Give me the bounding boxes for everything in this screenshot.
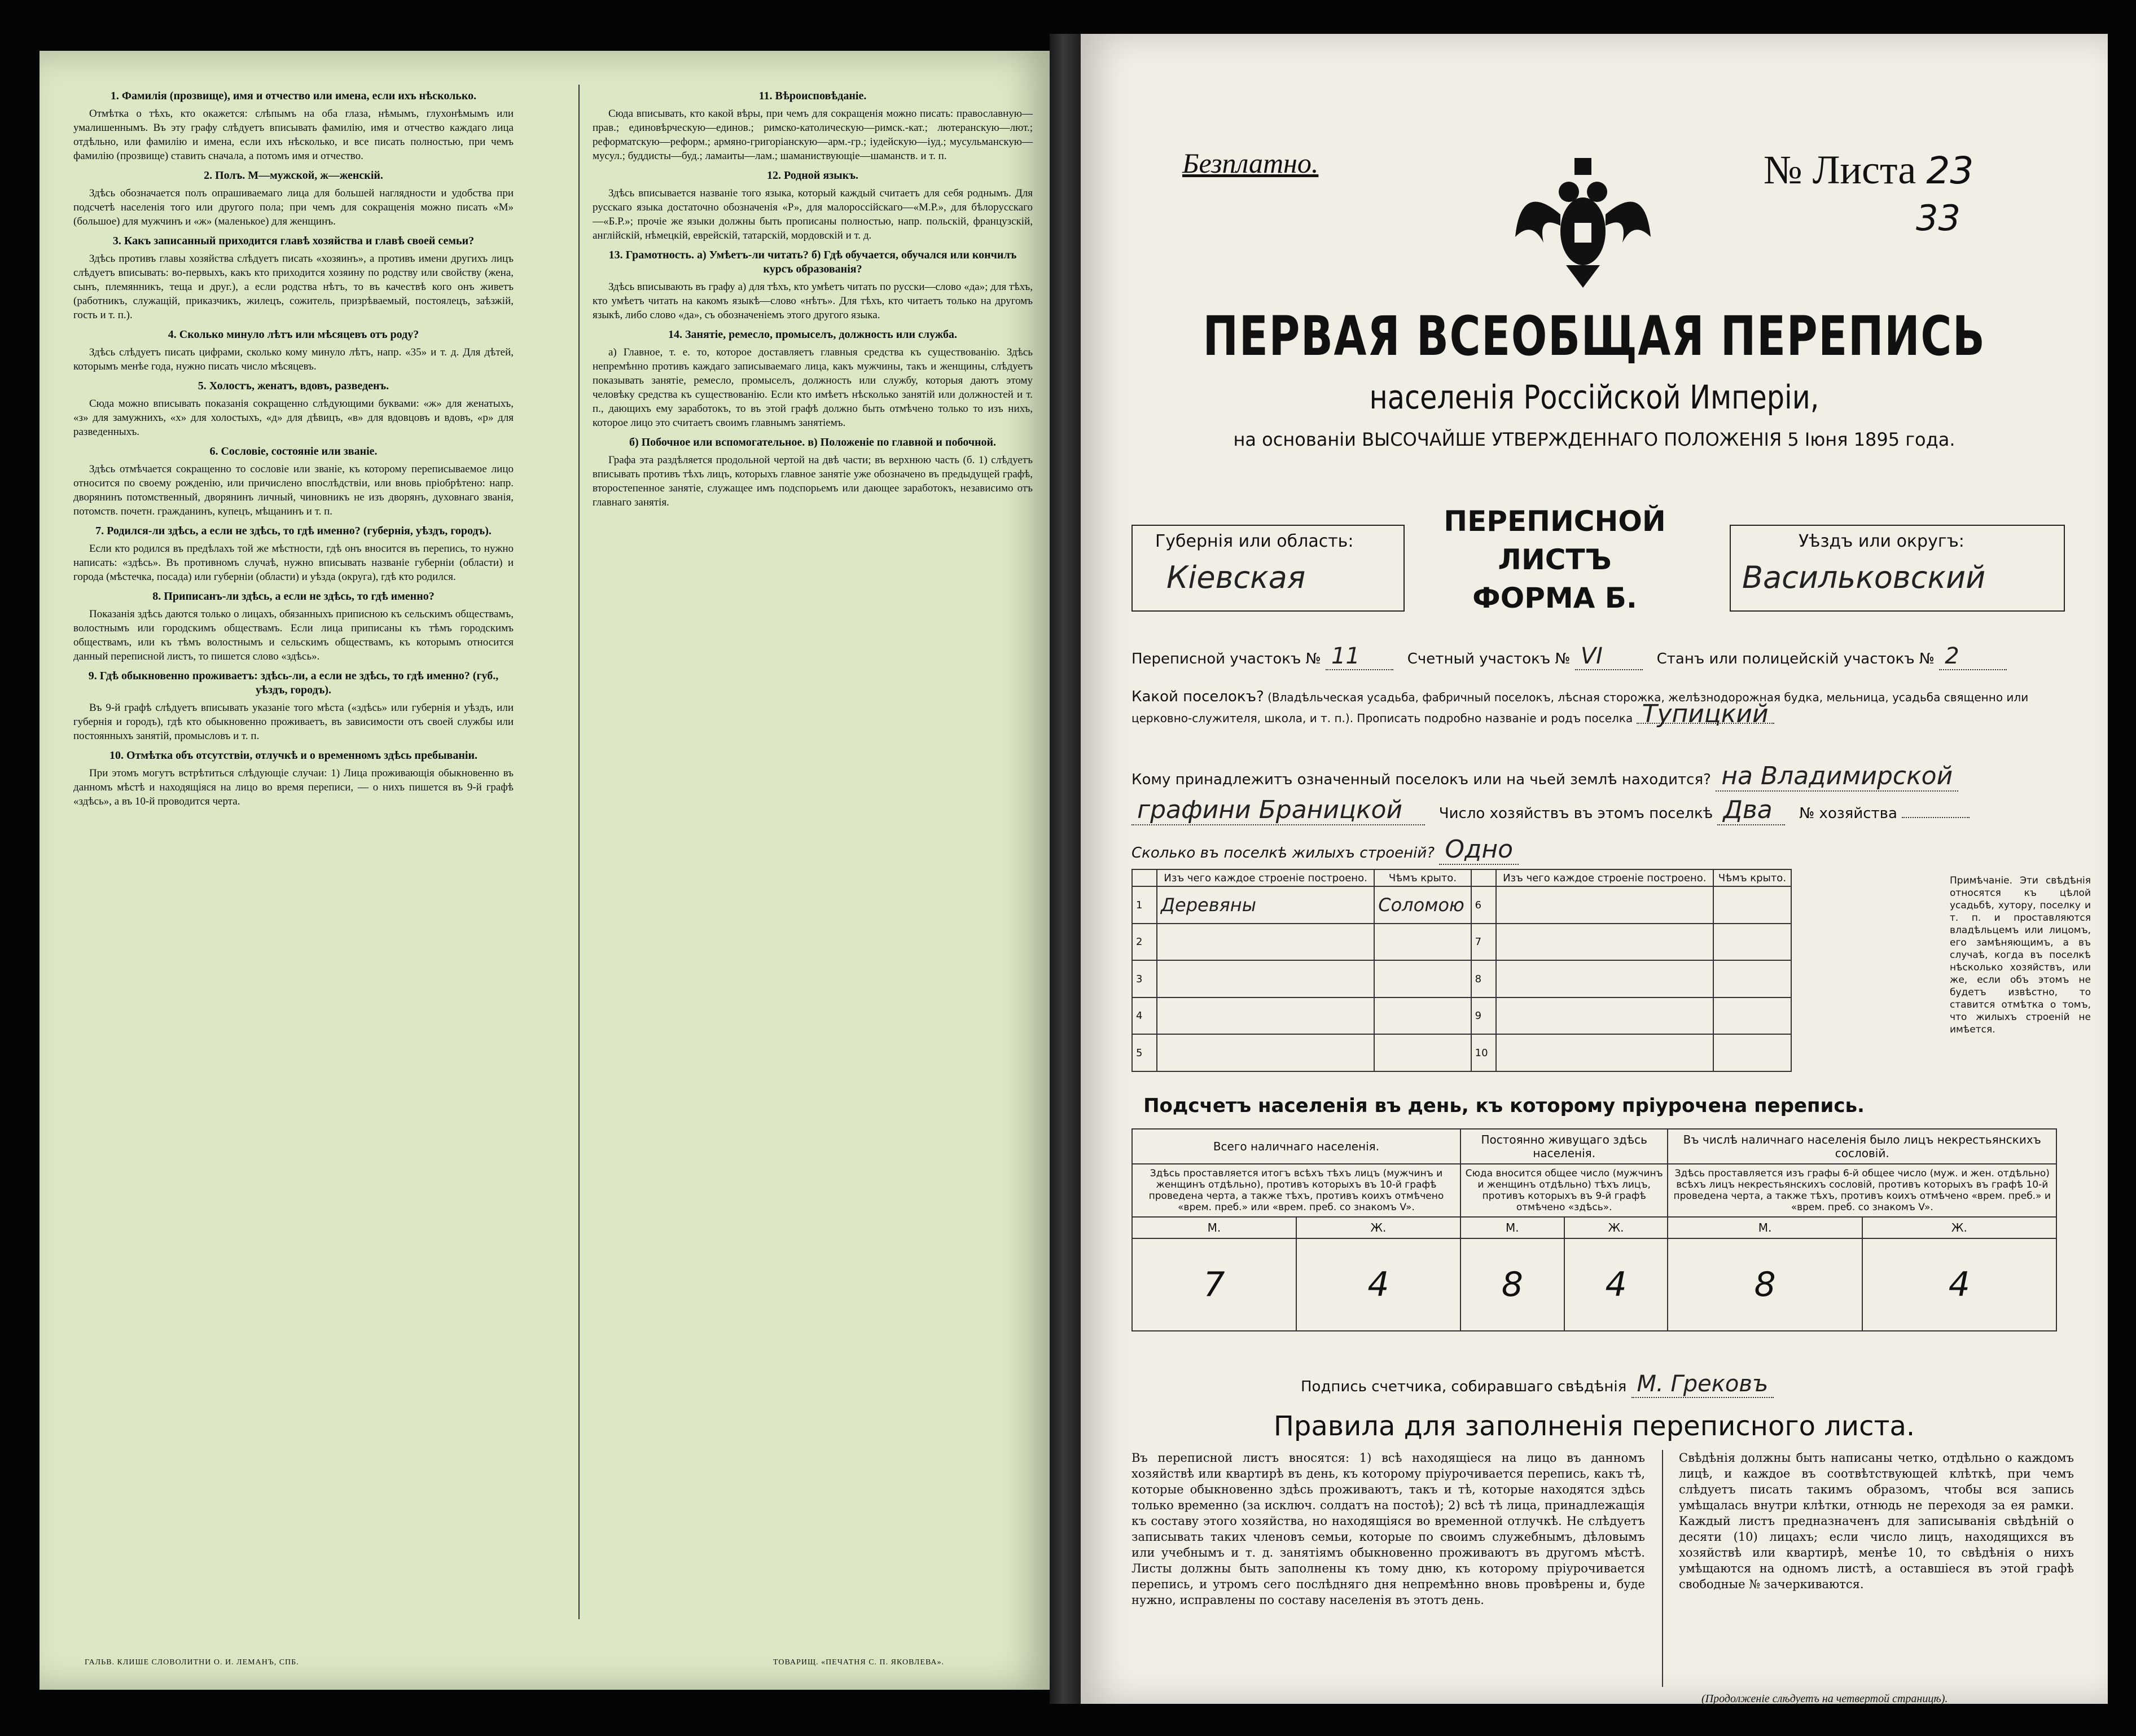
bld-what xyxy=(1157,960,1374,997)
owner-value-1: на Владимирской xyxy=(1716,762,1958,792)
hoz-label: Число хозяйствъ въ этомъ поселкѣ xyxy=(1438,805,1713,822)
pop-resident-m: 8 xyxy=(1460,1238,1564,1331)
bld-what xyxy=(1157,924,1374,961)
buildings-row xyxy=(1132,1034,1791,1071)
bld-roof: Соломою xyxy=(1374,886,1471,924)
poselok-row xyxy=(1131,688,2063,727)
section-heading: б) Побочное или вспомогательное. в) Положеніе по главной и побочной. xyxy=(629,436,997,449)
owner-label: Кому принадлежитъ означенный поселокъ или на чьей землѣ находится? xyxy=(1131,771,1711,788)
uchastok-value: 11 xyxy=(1326,643,1393,670)
sex-f-2: Ж. xyxy=(1564,1217,1668,1238)
pop-desc-nonpeasant: Здѣсь проставляется изъ графы 6-й общее число (муж. и жен. отдѣльно) всѣхъ лицъ некрестьянскихъ сословій, противъ которыхъ въ графѣ 10-й проведена черта, а также тѣхъ, противъ коихъ отмѣчено «врем. преб.» и «врем. преб. со знакомъ V». xyxy=(1668,1164,2056,1217)
bld-num: 2 xyxy=(1132,924,1157,961)
bld-num: 1 xyxy=(1132,886,1157,924)
stan-label: Станъ или полицейскій участокъ № xyxy=(1656,651,1935,667)
uchastok-row xyxy=(1131,643,2007,670)
bld-what: Деревяны xyxy=(1157,886,1374,924)
poselok-hint: (Владѣльческая усадьба, фабричный поселокъ, лѣсная сторожка, желѣзнодорожная будка, мельница, усадьба священно или церковно-служителя, школа, и т. п.). Прописать подробно названіе и родъ поселка xyxy=(1131,691,2029,725)
pop-head-resident: Постоянно живущаго здѣсь населенія. xyxy=(1460,1129,1668,1164)
population-count-heading: Подсчетъ населенія въ день, къ которому пріурочена перепись. xyxy=(1143,1095,1865,1117)
bld-what xyxy=(1496,1034,1713,1071)
bld-num: 5 xyxy=(1132,1034,1157,1071)
buildings-row xyxy=(1132,924,1791,961)
bld-num: 10 xyxy=(1471,1034,1496,1071)
buildings-label: Сколько въ поселкѣ жилыхъ строеній? xyxy=(1131,845,1435,862)
stan-value: 2 xyxy=(1939,643,2007,670)
rules-title: Правила для заполненія переписного листа. xyxy=(1273,1410,1915,1442)
section-heading: 12. Родной языкъ. xyxy=(767,169,858,182)
buildings-table-head xyxy=(1132,869,1791,886)
section-text: Если кто родился въ предѣлахъ той же мѣстности, гдѣ онъ вносится въ перепись, то нужно написать: «здѣсь». Въ противномъ случаѣ, нужно вписывать названіе губерніи (области) и города (мѣстечка, посада) или губерніи (области) и уѣзда (округа), гдѣ кто родился. xyxy=(73,543,514,583)
left-page-instructions xyxy=(40,51,1050,1690)
sex-f-3: Ж. xyxy=(1862,1217,2056,1238)
bld-roof xyxy=(1374,960,1471,997)
section-heading: 1. Фамилія (прозвище), имя и отчество или имена, если ихъ нѣсколько. xyxy=(110,90,477,102)
instructions-column-left xyxy=(73,85,514,814)
section-text: а) Главное, т. е. то, которое доставляетъ главныя средства къ существованію. Здѣсь непремѣнно противъ каждаго записываемаго лица, какъ мужчины, такъ и женщины, слѣдуетъ показывать занятіе, ремесло, промыселъ, должность или службу, которыя даютъ этому человѣку средства къ существованію. Если кто имѣетъ нѣсколько занятій или должностей и т. п., дающихъ ему заработокъ, то въ этой графѣ должно быть отмѣчено только то изъ нихъ, которое лицо это считаетъ своимъ главнымъ занятіемъ. xyxy=(593,346,1033,429)
continued-note: (Продолженіе слѣдуетъ на четвертой страницѣ). xyxy=(1701,1693,1948,1705)
pop-nonpeasant-f: 4 xyxy=(1862,1238,2056,1331)
sheet-number xyxy=(1764,147,1973,194)
owner-row-2 xyxy=(1131,796,1970,825)
form-title-line1: ПЕРЕПИСНОЙ ЛИСТЪ xyxy=(1444,505,1666,576)
pop-total-m: 7 xyxy=(1132,1238,1296,1331)
instructions-column-right xyxy=(593,85,1033,515)
poselok-value: Тупицкий xyxy=(1637,706,1774,724)
pop-total-f: 4 xyxy=(1296,1238,1460,1331)
buildings-table xyxy=(1131,869,1792,1072)
buildings-row xyxy=(1131,835,1519,865)
bld-what xyxy=(1496,924,1713,961)
pop-desc-resident: Сюда вносится общее число (мужчинъ и женщинъ отдѣльно) тѣхъ лицъ, противъ которыхъ въ 9-й графѣ отмѣчено «здѣсь». xyxy=(1460,1164,1668,1217)
section-text: Здѣсь слѣдуетъ писать цифрами, сколько кому минуло лѣтъ, напр. «35» и т. д. Для дѣтей, которымъ менѣе года, нужно писать число мѣсяцевъ. xyxy=(73,346,514,372)
buildings-row xyxy=(1132,886,1791,924)
section-text: Сюда вписывать, кто какой вѣры, при чемъ для сокращенія можно писать: православную—прав.; единовѣрческую—единов.; римско-католическую—римск.-кат.; лютеранскую—лют.; реформатскую—реформ.; армяно-григоріанскую—арм.-гр.; іудейскую—іуд.; мусульманскую—мусул.; буддисты—буд.; ламаиты—лам.; шаманиствующіе—шаманств. и т. п. xyxy=(593,108,1033,162)
pop-desc-total: Здѣсь проставляется итогъ всѣхъ тѣхъ лицъ (мужчинъ и женщинъ отдѣльно), противъ которыхъ въ 10-й графѣ проведена черта, а также тѣхъ, противъ коихъ отмѣчено «врем. преб.» или «врем. преб. со знакомъ V». xyxy=(1132,1164,1460,1217)
bld-num: 9 xyxy=(1471,997,1496,1035)
bld-num: 8 xyxy=(1471,960,1496,997)
bld-num: 7 xyxy=(1471,924,1496,961)
printer-imprint-left: ГАЛЬВ. КЛИШЕ СЛОВОЛИТНИ О. И. ЛЕМАНЪ, СПБ. xyxy=(85,1658,299,1667)
sex-m-2: М. xyxy=(1460,1217,1564,1238)
book-gutter xyxy=(1050,34,1084,1704)
bld-roof xyxy=(1713,960,1791,997)
section-heading: 8. Приписанъ-ли здѣсь, а если не здѣсь, то гдѣ именно? xyxy=(152,590,435,603)
bld-roof xyxy=(1713,1034,1791,1071)
section-text: Здѣсь вписывають въ графу а) для тѣхъ, кто умѣетъ читать по русски—слово «да»; для тѣхъ, кто умѣетъ читать на какомъ языкѣ—слово «нѣтъ». Для тѣхъ, кто читаетъ только на другомъ языкѣ, либо слово «да», съ обозначеніемъ этого другого языка. xyxy=(593,281,1033,321)
form-heading xyxy=(1397,502,1713,617)
sex-m-1: М. xyxy=(1132,1217,1296,1238)
sheet-number-alt: 33 xyxy=(1916,197,1960,239)
section-heading: 13. Грамотность. а) Умѣетъ-ли читать? б) Гдѣ обучается, обучался или кончилъ курсъ образованія? xyxy=(608,249,1017,275)
form-legal-basis: на основаніи ВЫСОЧАЙШЕ УТВЕРЖДЕННАГО ПОЛОЖЕНІЯ 5 Іюня 1895 года. xyxy=(1233,429,1955,450)
column-divider xyxy=(578,85,580,1619)
form-main-title: ПЕРВАЯ ВСЕОБЩАЯ ПЕРЕПИСЬ xyxy=(1203,305,1986,368)
hoz-value: Два xyxy=(1717,796,1785,825)
signature-label: Подпись счетчика, собиравшаго свѣдѣнія xyxy=(1301,1378,1627,1395)
section-text: Отмѣтка о тѣхъ, кто окажется: слѣпымъ на оба глаза, нѣмымъ, глухонѣмымъ или умалишеннымъ. Въ эту графу слѣдуетъ вписывать фамилію, имя и отчество каждаго лица отдѣльно, или фамилію и имена, если ихъ нѣсколько, и все писать полностью, при чемъ фамилію (прозвище) ставить сначала, а потомъ имя и отчество. xyxy=(73,108,514,162)
section-text: Показанія здѣсь даются только о лицахъ, обязанныхъ приписною къ сельскимъ обществамъ, волостнымъ или городскимъ обществамъ. Если лица приписаны къ тѣмъ городскимъ обществамъ, или къ тѣмъ волостнымъ и сельскимъ обществамъ, къ которымъ относится данный переписной листъ, то пишется слово «здѣсь». xyxy=(73,608,514,662)
population-table xyxy=(1131,1128,2057,1331)
head-roof: Чѣмъ крыто. xyxy=(1374,869,1471,886)
enumerator-signature-row xyxy=(1301,1371,1774,1398)
bld-num: 6 xyxy=(1471,886,1496,924)
section-text: Здѣсь противъ главы хозяйства слѣдуетъ писать «хозяинъ», а противъ имени другихъ лицъ слѣдуетъ вписывать: во-первыхъ, какъ кто приходится хозяину по родству или свойству (жена, сынъ, племянникъ, теща и друг.), а если родства нѣтъ, то въ качествѣ кого онъ живетъ (работникъ, служащій, приказчикъ, жилецъ, сожитель, призрѣваемый, постоялецъ, заѣзжій, гость и т. п.). xyxy=(73,253,514,321)
uchastok-label: Переписной участокъ № xyxy=(1131,651,1321,667)
section-heading: 9. Гдѣ обыкновенно проживаетъ: здѣсь-ли, а если не здѣсь, то гдѣ именно? (губ., уѣздъ, городъ). xyxy=(88,670,499,696)
gubernia-value: Кіевская xyxy=(1166,560,1306,595)
printer-imprint-right: ТОВАРИЩ. «ПЕЧАТНЯ С. П. ЯКОВЛЕВА». xyxy=(773,1658,945,1667)
section-text: Въ 9-й графѣ слѣдуетъ вписывать указаніе того мѣста («здѣсь» или губернія и уѣздъ, или губернія и городъ), гдѣ кто обыкновенно проживаетъ, въ зависимости отъ своей службы или постоянныхъ занятій, промысловъ и т. п. xyxy=(73,702,514,742)
rules-column-left: Въ переписной листъ вносятся: 1) всѣ находящіеся на лицо въ данномъ хозяйствѣ или квартирѣ въ день, къ которому пріурочивается перепись, какъ тѣ, которые обыкновенно здѣсь проживаютъ, такъ и тѣ, которые находятся здѣсь только временно (за исключ. солдатъ на постоѣ); 2) всѣ тѣ лица, принадлежащія къ составу этого хозяйства, но находящіяся во временной отлучкѣ. Не слѣдуетъ записывать таких членовъ семьи, которые по своимъ служебнымъ, дѣловымъ или учебнымъ и т. д. занятіямъ обыкновенно проживаютъ въ другомъ мѣстѣ. Листы должны быть заполнены къ тому дню, къ которому пріурочивается перепись, и утромъ сего послѣдняго дня непремѣнно вновь провѣрены и, буде нужно, исправлены по составу населенія въ этотъ день. xyxy=(1131,1451,1645,1607)
bld-roof xyxy=(1374,1034,1471,1071)
uezd-value: Васильковский xyxy=(1742,560,1986,595)
owner-value-2: графини Браницкой xyxy=(1131,796,1425,825)
buildings-note: Примѣчаніе. Эти свѣдѣнія относятся къ цѣлой усадьбѣ, хутору, поселку и т. п. и проставляются владѣльцемъ или лицомъ, его замѣняющимъ, а въ случаѣ, когда въ поселкѣ нѣсколько хозяйствъ, или же, если объ этомъ не будетъ извѣстно, то ставится отмѣтка о томъ, что жилыхъ строеній не имѣется. xyxy=(1950,875,2091,1035)
pop-head-total: Всего наличнаго населенія. xyxy=(1132,1129,1460,1164)
bld-roof xyxy=(1374,924,1471,961)
section-text: Здѣсь обозначается полъ опрашиваемаго лица для большей наглядности и удобства при подсчетѣ населенія того или другого пола; при чемъ для сокращенія можно писать «М» (большое) для мужчинъ и «ж» (маленькое) для женщинъ. xyxy=(73,187,514,227)
section-text: Сюда можно вписывать показанія сокращенно слѣдующими буквами: «ж» для женатыхъ, «з» для замужнихъ, «х» для холостыхъ, «д» для дѣвицъ, «в» для вдовцовъ и вдовъ, «р» для разведенныхъ. xyxy=(73,398,514,438)
right-page-census-form xyxy=(1081,34,2108,1704)
head-roof-2: Чѣмъ крыто. xyxy=(1713,869,1791,886)
owner-row xyxy=(1131,762,1958,792)
bld-roof xyxy=(1713,886,1791,924)
buildings-row xyxy=(1132,997,1791,1035)
section-heading: 7. Родился-ли здѣсь, а если не здѣсь, то гдѣ именно? (губернія, уѣздъ, городъ). xyxy=(95,525,492,537)
head-what: Изъ чего каждое строеніе построено. xyxy=(1157,869,1374,886)
section-heading: 10. Отмѣтка объ отсутствіи, отлучкѣ и о временномъ здѣсь пребываніи. xyxy=(109,749,477,762)
rules-divider xyxy=(1662,1450,1663,1687)
buildings-row xyxy=(1132,960,1791,997)
section-heading: 6. Сословіе, состояніе или званіе. xyxy=(209,445,378,458)
section-heading: 11. Вѣроисповѣданіе. xyxy=(758,90,867,102)
section-heading: 3. Какъ записанный приходится главѣ хозяйства и главѣ своей семьи? xyxy=(112,235,475,247)
section-text: Здѣсь вписывается названіе того языка, который каждый считаетъ для себя роднымъ. Для русскаго языка достаточно обозначенія «Р», для малороссійскаго—«М.Р.», для бѣлорусскаго—«Б.Р.»; прочіе же языки должны быть прописаны полностью, напр. польскій, французскій, англійскій, нѣмецкій, еврейскій, татарскій, мордовскій и т. д. xyxy=(593,187,1033,241)
free-of-charge-label: Безплатно. xyxy=(1182,147,1319,179)
double-headed-eagle-emblem xyxy=(1510,147,1656,293)
section-text: Здѣсь отмѣчается сокращенно то сословіе или званіе, къ которому переписываемое лицо относится по своему рожденію, или причислено впослѣдствіи, или вновь пріобрѣтено: напр. дворянинъ потомственный, дворянинъ личный, чиновникъ не изъ дворянъ, духовнаго званія, потомств. почетн. гражданинъ, купецъ, мѣщанинъ и т. п. xyxy=(73,463,514,517)
bld-num: 3 xyxy=(1132,960,1157,997)
sex-f-1: Ж. xyxy=(1296,1217,1460,1238)
section-heading: 4. Сколько минуло лѣтъ или мѣсяцевъ отъ роду? xyxy=(168,328,419,341)
bld-what xyxy=(1157,997,1374,1035)
pop-head-nonpeasant: Въ числѣ наличнаго населенія было лицъ некрестьянскихъ сословій. xyxy=(1668,1129,2056,1164)
schet-label: Счетный участокъ № xyxy=(1407,651,1571,667)
sheet-number-label: № Листа xyxy=(1764,147,1916,192)
section-text: Графа эта раздѣляется продольной чертой на двѣ части; въ верхнюю часть (б. 1) слѣдуетъ вписывать противъ тѣхъ лицъ, которыхъ главное занятіе уже обозначено въ предыдущей графѣ, второстепенное занятіе, служащее имъ подспорьемъ или дающее заработокъ, независимо отъ главнаго занятія. xyxy=(593,454,1033,508)
section-text: При этомъ могутъ встрѣтиться слѣдующіе случаи: 1) Лица проживающія обыкновенно въ данномъ мѣстѣ и находящіяся на лицо во время переписи, — о нихъ пишется въ 9-й графѣ «здѣсь», а въ 10-й проводится черта. xyxy=(73,767,514,807)
sheet-number-value: 23 xyxy=(1926,149,1974,192)
signature-value: М. Грековъ xyxy=(1631,1371,1774,1398)
bld-what xyxy=(1496,960,1713,997)
bld-roof xyxy=(1713,997,1791,1035)
bld-num: 4 xyxy=(1132,997,1157,1035)
head-what-2: Изъ чего каждое строеніе построено. xyxy=(1496,869,1713,886)
gubernia-box xyxy=(1131,525,1405,612)
bld-what xyxy=(1496,997,1713,1035)
uezd-label: Уѣздъ или округъ: xyxy=(1799,531,1964,551)
rules-column-right: Свѣдѣнія должны быть написаны четко, отдѣльно о каждомъ лицѣ, и каждое въ соотвѣтствующей клѣткѣ, при чемъ слѣдуетъ писать такимъ образомъ, чтобы вся запись умѣщалась внутри клѣтки, отнюдь не переходя за ея рамки. Каждый листъ предназначенъ для записыванія свѣдѣній о десяти (10) лицахъ; если число лицъ, находящихся въ хозяйствѣ или квартирѣ, менѣе 10, то свѣдѣнія о нихъ умѣщаются на одномъ листѣ, а оставшіеся въ этой графѣ свободные № зачеркиваются. xyxy=(1679,1451,2074,1591)
gubernia-label: Губернія или область: xyxy=(1155,531,1354,551)
schet-value: VI xyxy=(1575,643,1643,670)
bld-roof xyxy=(1374,997,1471,1035)
poselok-label: Какой поселокъ? xyxy=(1131,688,1264,705)
bld-what xyxy=(1157,1034,1374,1071)
bld-roof xyxy=(1713,924,1791,961)
form-title-line2: ФОРМА Б. xyxy=(1472,582,1637,614)
hoz-no-value xyxy=(1902,817,1970,818)
section-heading: 14. Занятіе, ремесло, промыселъ, должность или служба. xyxy=(668,328,958,341)
pop-resident-f: 4 xyxy=(1564,1238,1668,1331)
sex-m-3: М. xyxy=(1668,1217,1862,1238)
hoz-no-label: № хозяйства xyxy=(1799,805,1897,822)
form-subtitle: населенія Россійской Имперіи, xyxy=(1369,378,1819,416)
pop-nonpeasant-m: 8 xyxy=(1668,1238,1862,1331)
buildings-value: Одно xyxy=(1439,835,1519,865)
section-heading: 2. Полъ. М—мужской, ж—женскій. xyxy=(204,169,383,182)
bld-what xyxy=(1496,886,1713,924)
section-heading: 5. Холостъ, женатъ, вдовъ, разведенъ. xyxy=(198,380,389,392)
uezd-box xyxy=(1730,525,2065,612)
